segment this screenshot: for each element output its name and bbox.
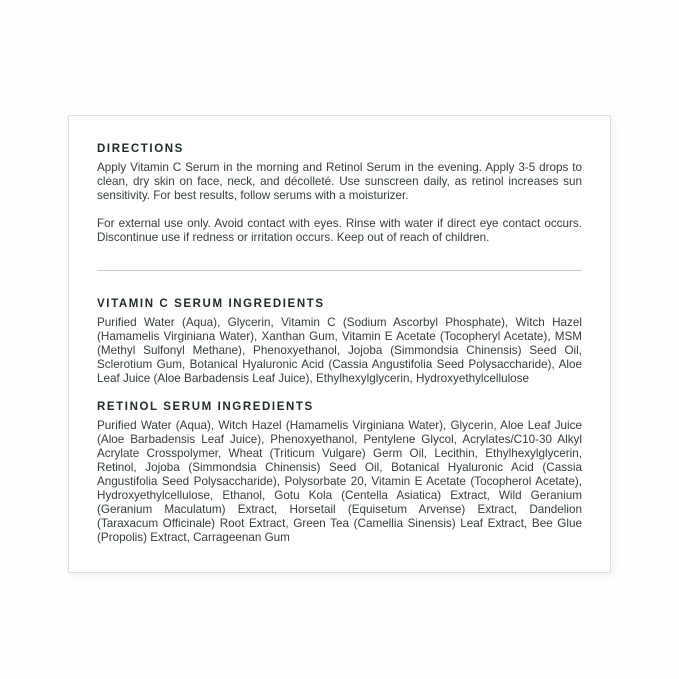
directions-heading: DIRECTIONS <box>97 143 184 155</box>
section-divider <box>97 270 582 271</box>
directions-warning-paragraph: For external use only. Avoid contact with eyes. Rinse with water if direct eye contact occurs. Discontinue use if redness or irritation occurs. Keep out of reach of children. <box>97 217 582 244</box>
retinol-ingredients-list: Purified Water (Aqua), Witch Hazel (Hamamelis Virginiana Water), Glycerin, Aloe Leaf Juice (Aloe Barbadensis Leaf Juice), Phenoxyethanol, Pentylene Glycol, Acrylates/C10-30 Alkyl Acrylate Crosspolymer, Wheat (Triticum Vulgare) Germ Oil, Lecithin, Ethylhexylglycerin, Retinol, Jojoba (Simmondsia Chinensis) Seed Oil, Botanical Hyaluronic Acid (Cassia Angustifolia Seed Polysaccharide), Polysorbate 20, Vitamin E Acetate (Tocopherol Acetate), Hydroxyethylcellulose, Ethanol, Gotu Kola (Centella Asiatica) Extract, Wild Geranium (Geranium Maculatum) Extract, Horsetail (Equisetum Arvense) Extract, Dandelion (Taraxacum Officinale) Root Extract, Green Tea (Camellia Sinensis) Leaf Extract, Bee Glue (Propolis) Extract, Carrageenan Gum <box>97 419 582 544</box>
vitamin-c-ingredients-list: Purified Water (Aqua), Glycerin, Vitamin C (Sodium Ascorbyl Phosphate), Witch Hazel (Hamamelis Virginiana Water), Xanthan Gum, Vitamin E Acetate (Tocopheryl Acetate), MSM (Methyl Sulfonyl Methane), Phenoxyethanol, Jojoba (Simmondsia Chinensis) Seed Oil, Sclerotium Gum, Botanical Hyaluronic Acid (Cassia Angustifolia Seed Polysaccharide), Aloe Leaf Juice (Aloe Barbadensis Leaf Juice), Ethylhexylglycerin, Hydroxyethylcellulose <box>97 316 582 385</box>
directions-usage-paragraph: Apply Vitamin C Serum in the morning and Retinol Serum in the evening. Apply 3-5 drops to clean, dry skin on face, neck, and décolleté. Use sunscreen daily, as retinol increases sun sensitivity. For best results, follow serums with a moisturizer. <box>97 161 582 202</box>
retinol-ingredients-section <box>97 400 582 545</box>
vitamin-c-ingredients-heading: VITAMIN C SERUM INGREDIENTS <box>97 298 325 310</box>
retinol-ingredients-heading: RETINOL SERUM INGREDIENTS <box>97 401 314 413</box>
directions-section <box>97 142 582 245</box>
vitamin-c-ingredients-section <box>97 297 582 386</box>
product-label-card <box>68 115 611 573</box>
